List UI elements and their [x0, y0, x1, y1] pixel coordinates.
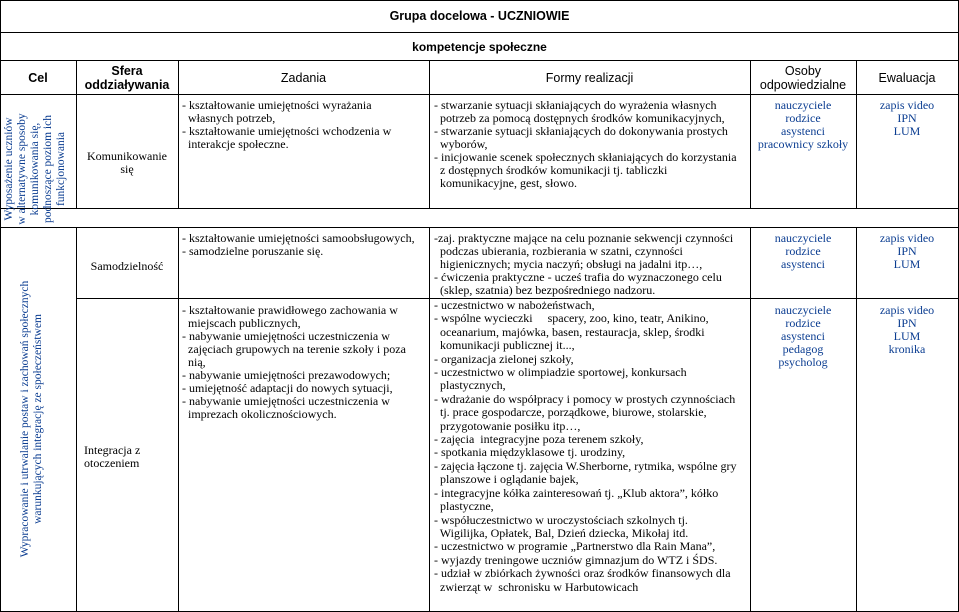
row1-ewaluacja: zapis video IPN LUM — [879, 98, 935, 138]
header-ewaluacja: Ewaluacja — [878, 71, 936, 85]
row1-cel: Wyposażenie uczniów w alternatywne sposoby komunikowania się, podnoszące poziom ich funkcjonowania — [3, 113, 67, 225]
rule-row2-top — [0, 227, 959, 228]
row2b-osoby: nauczyciele rodzice asystenci pedagog psycholog — [774, 303, 832, 369]
row1-sfera: Komunikowanie się — [87, 149, 167, 176]
document-title: Grupa docelowa - UCZNIOWIE — [389, 9, 570, 23]
rule-subtitle — [0, 60, 959, 61]
header-formy: Formy realizacji — [545, 71, 634, 85]
row2a-ewaluacja: zapis video IPN LUM — [879, 231, 935, 271]
document-subtitle: kompetencje społeczne — [412, 40, 547, 54]
rule-left — [0, 0, 1, 612]
row2b-formy: - uczestnictwo w nabożeństwach, - wspólne wycieczki spacery, zoo, kino, teatr, Anikino, oceanarium, majówka, basen, restauracja, sklep, środki komunikacji publicznej it..., - organizacja zielonej szkoły, - uczestnictwo w olimpiadzie sportowej, konkursach plastycznych, - wdrażanie do współpracy i pomocy w prostych czynnościach tj. prace gospodarcze, porządkowe, biurowe, stolarskie, przygotowanie posiłku itp…, - zajęcia integracyjne poza terenem szkoły, - spotkania międzyklasowe tj. urodziny, - zajęcia łączone tj. zajęcia W.Sherborne, rytmika, wspólne gry planszowe i oglądanie bajek, - integracyjne kółka zainteresowań tj. „Klub aktora”, kółko plastyczne, - współuczestnictwo w uroczystościach szkolnych tj. Wigilijka, Opłatek, Bal, Dzień dziecka, Mikołaj itd. - uczestnictwo w programie „Partnerstwo dla Rain Mana”, - wyjazdy treningowe uczniów gimnazjum do WTZ i ŚDS. - udział w zbiórkach żywności oraz środków finansowych dla zwierząt w schronisku w Harbutowicach — [434, 298, 737, 594]
row2a-osoby: nauczyciele rodzice asystenci — [774, 231, 832, 271]
row2b-zadania: - kształtowanie prawidłowego zachowania w miejscach publicznych, - nabywanie umiejętności uczestniczenia w zajęciach grupowych na terenie szkoły i poza nią, - nabywanie umiejętności prezawodowych; - umiejętność adaptacji do nowych sytuacji, - nabywanie umiejętności uczestniczenia w imprezach okolicznościowych. — [182, 303, 406, 421]
col-3b — [429, 227, 430, 612]
col-2b — [178, 227, 179, 612]
row2-cel: Wypracowanie i utrwalanie postaw i zachowań społecznych warunkujących integrację ze społeczeństwem — [19, 280, 44, 558]
col-4b — [750, 227, 751, 612]
row1-formy: - stwarzanie sytuacji skłaniających do wyrażenia własnych potrzeb za pomocą dostępnych środków komunikacyjnych, - stwarzanie sytuacji skłaniających do dokonywania prostych wyborów, - inicjowanie scenek społecznych skłaniających do korzystania z dostępnych środków komunikacji tj. tabliczki komunikacyjne, gest, słowo. — [434, 98, 737, 190]
row2a-sfera: Samodzielność — [90, 259, 164, 273]
row2a-zadania: - kształtowanie umiejętności samoobsługowych, - samodzielne poruszanie się. — [182, 231, 415, 258]
row2b-ewaluacja: zapis video IPN LUM kronika — [879, 303, 935, 356]
col-1b — [76, 227, 77, 612]
header-osoby: Osoby odpowiedzialne — [759, 64, 847, 92]
rule-header — [0, 94, 959, 95]
header-sfera: Sfera oddziaływania — [84, 64, 170, 92]
row1-zadania: - kształtowanie umiejętności wyrażania własnych potrzeb, - kształtowanie umiejętności wchodzenia w interakcje społeczne. — [182, 98, 392, 151]
col-5b — [856, 227, 857, 612]
row1-osoby: nauczyciele rodzice asystenci pracownicy szkoły — [757, 98, 849, 151]
header-zadania: Zadania — [280, 71, 327, 85]
row2b-sfera: Integracja z otoczeniem — [84, 443, 141, 470]
rule-title — [0, 32, 959, 33]
header-cel: Cel — [28, 71, 48, 85]
rule-top — [0, 0, 959, 1]
row2a-formy: -zaj. praktyczne mające na celu poznanie sekwencji czynności podczas ubierania, rozbierania w szatni, czynności higienicznych; mycia naczyń; obsługi na jadalni itp…, - ćwiczenia praktyczne - ucześ trafia do wyznaczonego celu (sklep, szatnia) bez bezpośredniego nadzoru. — [434, 231, 734, 297]
rule-row1 — [0, 208, 959, 209]
